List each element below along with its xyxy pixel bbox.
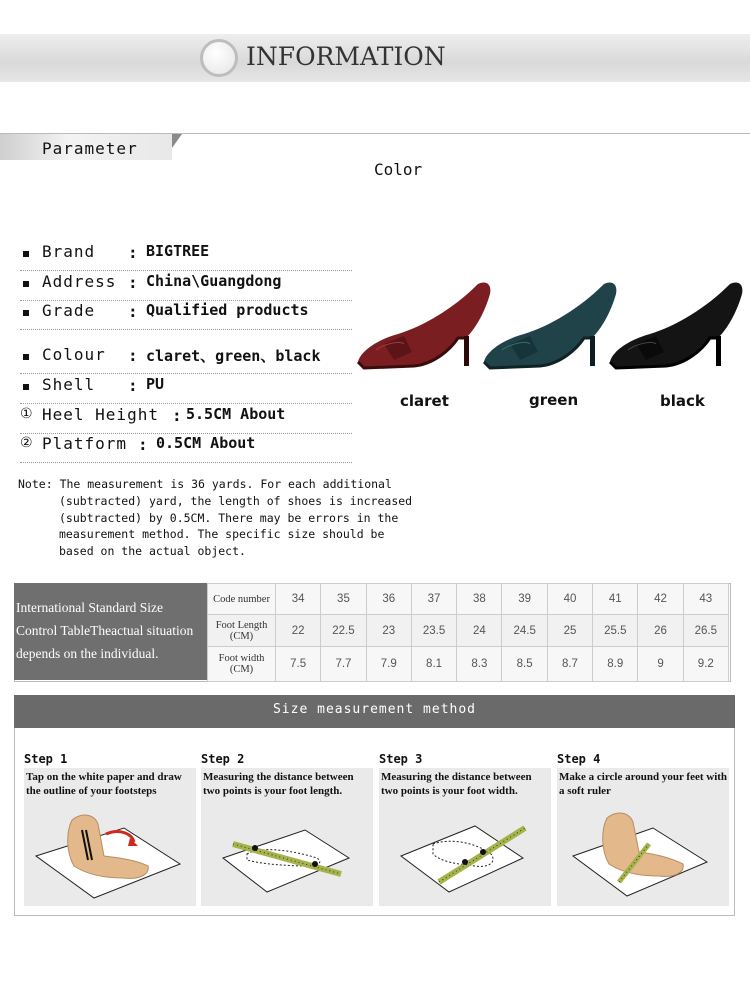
table-cell: 7.7 xyxy=(321,647,366,682)
table-cell: 23 xyxy=(366,615,411,647)
spec-row-grade: Grade : Qualified products xyxy=(20,299,352,330)
table-cell: 8.5 xyxy=(502,647,547,682)
table-cell: 24.5 xyxy=(502,615,547,647)
foot-circle-illustration xyxy=(557,800,729,904)
table-cell: 26.5 xyxy=(683,615,728,647)
table-cell: 41 xyxy=(593,584,638,615)
spec-value: 0.5CM About xyxy=(156,434,256,452)
circled-one-marker: ① xyxy=(20,406,33,422)
spec-key: Shell xyxy=(42,375,96,394)
table-cell: 9 xyxy=(638,647,683,682)
table-cell: 40 xyxy=(547,584,592,615)
parameter-tab-corner xyxy=(172,134,182,148)
table-cell: 8.3 xyxy=(457,647,502,682)
shoe-label-black: black xyxy=(660,392,705,410)
table-cell: 23.5 xyxy=(411,615,456,647)
foot-length-illustration xyxy=(201,800,373,904)
spec-key: Platform xyxy=(42,434,128,453)
circled-two-marker: ② xyxy=(20,435,33,451)
table-row xyxy=(208,584,729,615)
bullet-icon xyxy=(23,281,29,287)
bullet-icon xyxy=(23,251,29,257)
table-cell: 7.9 xyxy=(366,647,411,682)
row-header: Foot Length (CM) xyxy=(208,615,276,647)
table-cell: 35 xyxy=(321,584,366,615)
table-cell: 26 xyxy=(638,615,683,647)
step-title: Step 2 xyxy=(201,752,245,766)
measurement-note xyxy=(18,476,418,560)
spec-value: BIGTREE xyxy=(146,242,210,260)
note-line: (subtracted) by 0.5CM. There may be errors in the xyxy=(59,510,399,525)
note-line: The measurement is 36 yards. For each additional xyxy=(59,477,392,491)
information-title: INFORMATION xyxy=(246,42,446,71)
note-line: measurement method. The specific size should be xyxy=(59,527,385,542)
table-cell: 8.7 xyxy=(547,647,592,682)
table-cell: 8.9 xyxy=(593,647,638,682)
step-title: Step 1 xyxy=(24,752,68,766)
step-title: Step 3 xyxy=(379,752,423,766)
spec-value: claret、green、black xyxy=(146,347,321,365)
spec-row-heel-height: ① Heel Height : 5.5CM About xyxy=(20,403,352,434)
spec-key: Colour xyxy=(42,345,106,364)
row-header: Code number xyxy=(208,584,276,615)
spec-row-shell: Shell : PU xyxy=(20,373,352,404)
spec-row-address: Address : China\Guangdong xyxy=(20,270,352,301)
size-table-title: International Standard Size Control TableTheactual situation depends on the individual. xyxy=(16,600,194,661)
claret-shoe-image xyxy=(354,278,494,373)
note-line: based on the actual object. xyxy=(59,544,246,559)
banner-circle-icon xyxy=(200,39,238,77)
spec-value: 5.5CM About xyxy=(186,405,286,423)
bullet-icon xyxy=(23,384,29,390)
spec-key: Address xyxy=(42,272,117,291)
table-cell: 34 xyxy=(276,584,321,615)
step-title: Step 4 xyxy=(557,752,601,766)
table-cell: 43 xyxy=(683,584,728,615)
spec-row-platform: ② Platform : 0.5CM About xyxy=(20,432,352,463)
table-cell: 9.2 xyxy=(683,647,728,682)
color-title: Color xyxy=(374,160,423,179)
table-cell: 38 xyxy=(457,584,502,615)
table-row xyxy=(208,615,729,647)
spec-value: China\Guangdong xyxy=(146,272,282,290)
measurement-title: Size measurement method xyxy=(272,702,476,717)
table-cell: 22.5 xyxy=(321,615,366,647)
spec-value: PU xyxy=(146,375,165,393)
table-cell: 22 xyxy=(276,615,321,647)
table-cell: 25 xyxy=(547,615,592,647)
bullet-icon xyxy=(23,354,29,360)
black-shoe-image xyxy=(606,278,746,373)
spec-key: Brand xyxy=(42,242,96,261)
step-desc: Measuring the distance between two points is your foot length. xyxy=(203,771,354,797)
table-cell: 39 xyxy=(502,584,547,615)
size-table xyxy=(207,583,729,682)
spec-row-colour: Colour : claret、green、black xyxy=(20,343,352,374)
table-cell: 24 xyxy=(457,615,502,647)
row-header: Foot width (CM) xyxy=(208,647,276,682)
shoe-label-claret: claret xyxy=(400,392,449,410)
table-cell: 8.1 xyxy=(411,647,456,682)
table-cell: 25.5 xyxy=(593,615,638,647)
spec-key: Grade xyxy=(42,301,96,320)
step-desc: Measuring the distance between two points is your foot width. xyxy=(381,771,532,797)
table-cell: 7.5 xyxy=(276,647,321,682)
step-desc: Tap on the white paper and draw the outline of your footsteps xyxy=(26,771,182,797)
table-cell: 42 xyxy=(638,584,683,615)
note-line: (subtracted) yard, the length of shoes is increased xyxy=(59,493,413,508)
step-3 xyxy=(379,752,551,797)
spec-key: Heel Height xyxy=(42,405,159,424)
step-4 xyxy=(557,752,729,797)
spec-value: Qualified products xyxy=(146,301,309,319)
foot-outline-illustration xyxy=(24,800,196,904)
foot-width-illustration xyxy=(379,800,551,904)
green-shoe-image xyxy=(480,278,620,373)
step-2 xyxy=(201,752,373,797)
step-1 xyxy=(24,752,196,797)
table-cell: 37 xyxy=(411,584,456,615)
table-row xyxy=(208,647,729,682)
table-cell: 36 xyxy=(366,584,411,615)
step-desc: Make a circle around your feet with a soft ruler xyxy=(559,771,728,797)
parameter-label: Parameter xyxy=(42,139,138,158)
shoe-label-green: green xyxy=(529,391,579,409)
bullet-icon xyxy=(23,310,29,316)
note-prefix: Note: xyxy=(18,477,53,491)
spec-row-brand: Brand : BIGTREE xyxy=(20,240,352,271)
